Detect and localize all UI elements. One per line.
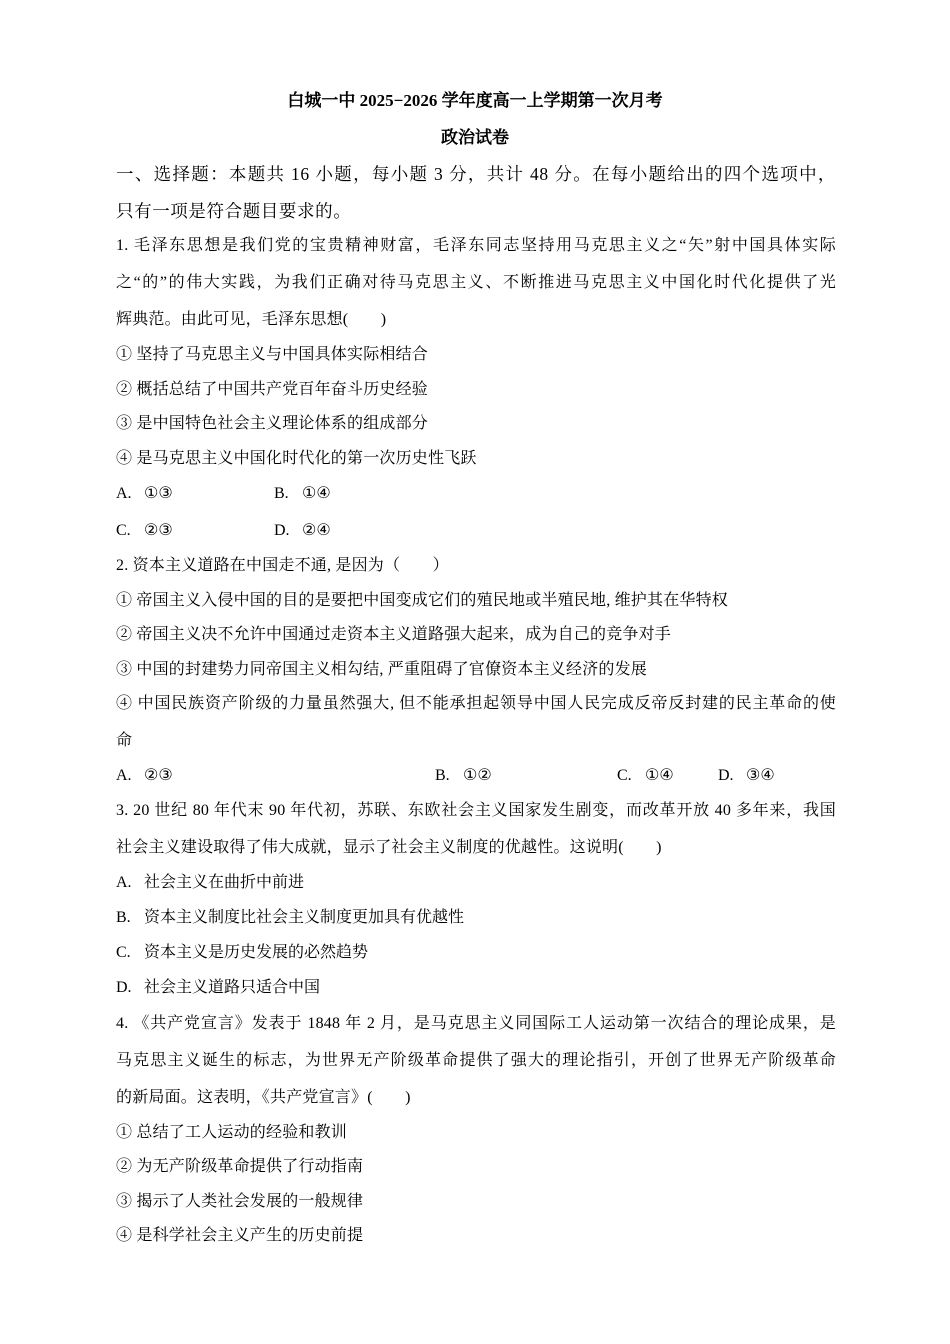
exam-subtitle: 政治试卷	[441, 128, 509, 147]
statement-item: ① 总结了工人运动的经验和教训	[116, 1124, 348, 1141]
option-letter: D.	[274, 522, 290, 539]
question-stem-line: 2. 资本主义道路在中国走不通, 是因为（ ）	[116, 557, 449, 574]
statement-item-continuation: 命	[116, 732, 133, 749]
section-instructions-line-2: 只有一项是符合题目要求的。	[116, 201, 352, 221]
option-letter: C.	[617, 767, 632, 784]
statement-item: ③ 揭示了人类社会发展的一般规律	[116, 1193, 364, 1210]
answer-option-d[interactable]	[116, 978, 320, 998]
statement-item: ① 帝国主义入侵中国的目的是要把中国变成它们的殖民地或半殖民地, 维护其在华特权	[116, 592, 729, 609]
answer-option-b[interactable]	[116, 908, 464, 928]
question-stem-line: 1. 毛泽东思想是我们党的宝贵精神财富，毛泽东同志坚持用马克思主义之“矢”射中国具体实际	[116, 237, 836, 254]
answer-option-b[interactable]	[274, 484, 331, 504]
option-text: ②③	[144, 767, 173, 784]
option-letter: D.	[718, 767, 734, 784]
answer-option-b[interactable]	[435, 766, 492, 786]
answer-option-d[interactable]	[274, 521, 331, 541]
option-text: ①③	[144, 485, 173, 502]
option-letter: B.	[116, 909, 131, 926]
option-letter: A.	[116, 767, 132, 784]
option-text: ①④	[645, 767, 674, 784]
question-stem-line: 之“的”的伟大实践，为我们正确对待马克思主义、不断推进马克思主义中国化时代化提供了光	[116, 274, 836, 291]
answer-option-c[interactable]	[116, 943, 368, 963]
option-text: ③④	[746, 767, 775, 784]
section-instructions-line-1: 一、选择题：本题共 16 小题，每小题 3 分，共计 48 分。在每小题给出的四个选项中，	[116, 164, 836, 184]
statement-item: ③ 中国的封建势力同帝国主义相勾结, 严重阻碍了官僚资本主义经济的发展	[116, 661, 648, 678]
option-text: ①②	[463, 767, 492, 784]
answer-option-a[interactable]	[116, 484, 173, 504]
answer-option-a[interactable]	[116, 766, 173, 786]
statement-item: ② 为无产阶级革命提供了行动指南	[116, 1158, 364, 1175]
option-letter: A.	[116, 874, 132, 891]
option-text: ②③	[144, 522, 173, 539]
answer-option-d[interactable]	[718, 766, 775, 786]
option-text: 资本主义是历史发展的必然趋势	[144, 944, 369, 961]
question-stem-line: 辉典范。由此可见，毛泽东思想( )	[116, 311, 387, 328]
option-letter: A.	[116, 485, 132, 502]
option-text: 社会主义道路只适合中国	[144, 979, 321, 996]
option-text: 社会主义在曲折中前进	[144, 874, 305, 891]
option-text: ②④	[302, 522, 331, 539]
statement-item: ③ 是中国特色社会主义理论体系的组成部分	[116, 415, 429, 432]
question-stem-line: 的新局面。这表明，《共产党宣言》( )	[116, 1089, 411, 1106]
statement-item: ② 概括总结了中国共产党百年奋斗历史经验	[116, 381, 429, 398]
statement-item: ① 坚持了马克思主义与中国具体实际相结合	[116, 346, 429, 363]
statement-item: ④ 是马克思主义中国化时代化的第一次历史性飞跃	[116, 450, 477, 467]
statement-item: ② 帝国主义决不允许中国通过走资本主义道路强大起来，成为自己的竞争对手	[116, 626, 672, 643]
option-letter: B.	[274, 485, 289, 502]
statement-item: ④ 中国民族资产阶级的力量虽然强大, 但不能承担起领导中国人民完成反帝反封建的民主革命的使	[116, 695, 836, 712]
exam-title: 白城一中 2025−2026 学年度高一上学期第一次月考	[287, 91, 663, 110]
option-letter: D.	[116, 979, 132, 996]
option-letter: C.	[116, 944, 131, 961]
answer-option-c[interactable]	[116, 521, 173, 541]
question-stem-line: 马克思主义诞生的标志，为世界无产阶级革命提供了强大的理论指引，开创了世界无产阶级革命	[116, 1052, 836, 1069]
option-letter: B.	[435, 767, 450, 784]
answer-option-c[interactable]	[617, 766, 674, 786]
statement-item: ④ 是科学社会主义产生的历史前提	[116, 1227, 364, 1244]
question-stem-line: 社会主义建设取得了伟大成就，显示了社会主义制度的优越性。这说明( )	[116, 839, 662, 856]
option-text: ①④	[302, 485, 331, 502]
option-letter: C.	[116, 522, 131, 539]
question-stem-line: 3. 20 世纪 80 年代末 90 年代初，苏联、东欧社会主义国家发生剧变，而改革开放 40 多年来，我国	[116, 802, 836, 819]
question-stem-line: 4. 《共产党宣言》发表于 1848 年 2 月，是马克思主义同国际工人运动第一次结合的理论成果，是	[116, 1015, 836, 1032]
answer-option-a[interactable]	[116, 873, 304, 893]
option-text: 资本主义制度比社会主义制度更加具有优越性	[144, 909, 465, 926]
